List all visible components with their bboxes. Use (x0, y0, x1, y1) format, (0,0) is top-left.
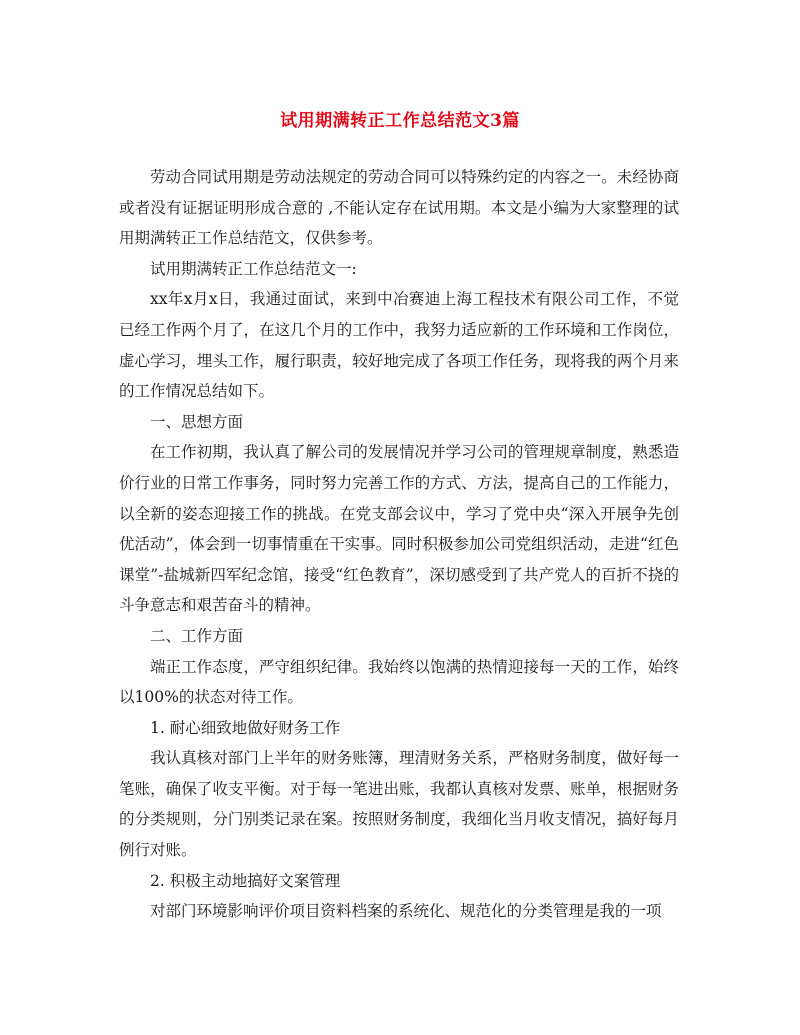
subsection-heading-documents: 2. 积极主动地搞好文案管理 (150, 871, 341, 890)
paragraph-start: xx年x月x日，我通过面试，来到中冶赛迪上海工程技术有限公司工作，不觉已经工作两个月了，在这几个月的工作中，我努力适应新的工作环境和工作岗位，虚心学习，埋头工作，履行职责，较好地完成了各项工作任务，现将我的两个月来的工作情况总结如下。 (119, 290, 679, 401)
subsection-heading-finance: 1. 耐心细致地做好财务工作 (150, 718, 341, 737)
document-title: 试用期满转正工作总结范文3篇 (280, 111, 520, 131)
document-body (119, 162, 679, 927)
paragraph-documents: 对部门环境影响评价项目资料档案的系统化、规范化的分类管理是我的一项 (150, 902, 662, 921)
paragraph-intro: 劳动合同试用期是劳动法规定的劳动合同可以特殊约定的内容之一。未经协商或者没有证据证明形成合意的 ,不能认定存在试用期。本文是小编为大家整理的试用期满转正工作总结范文，仅供参考。 (119, 168, 679, 248)
paragraph-attitude: 端正工作态度，严守组织纪律。我始终以饱满的热情迎接每一天的工作，始终以100%的状态对待工作。 (119, 657, 679, 707)
section-heading-thinking: 一、思想方面 (150, 412, 244, 431)
paragraph-sample-heading: 试用期满转正工作总结范文一: (150, 259, 357, 278)
paragraph-thinking: 在工作初期，我认真了解公司的发展情况并学习公司的管理规章制度，熟悉造价行业的日常工作事务，同时努力完善工作的方式、方法，提高自己的工作能力，以全新的姿态迎接工作的挑战。在党支部会议中，学习了党中央“深入开展争先创优活动”，体会到一切事情重在干实事。同时积极参加公司党组织活动，走进“红色课堂”-盐城新四军纪念馆，接受“红色教育”，深切感受到了共产党人的百折不挠的斗争意志和艰苦奋斗的精神。 (119, 443, 679, 615)
paragraph-finance: 我认真核对部门上半年的财务账簿，理清财务关系，严格财务制度，做好每一笔账，确保了收支平衡。对于每一笔进出账，我都认真核对发票、账单，根据财务的分类规则，分门别类记录在案。按照财务制度，我细化当月收支情况，搞好每月例行对账。 (119, 749, 679, 860)
section-heading-work: 二、工作方面 (150, 626, 244, 645)
